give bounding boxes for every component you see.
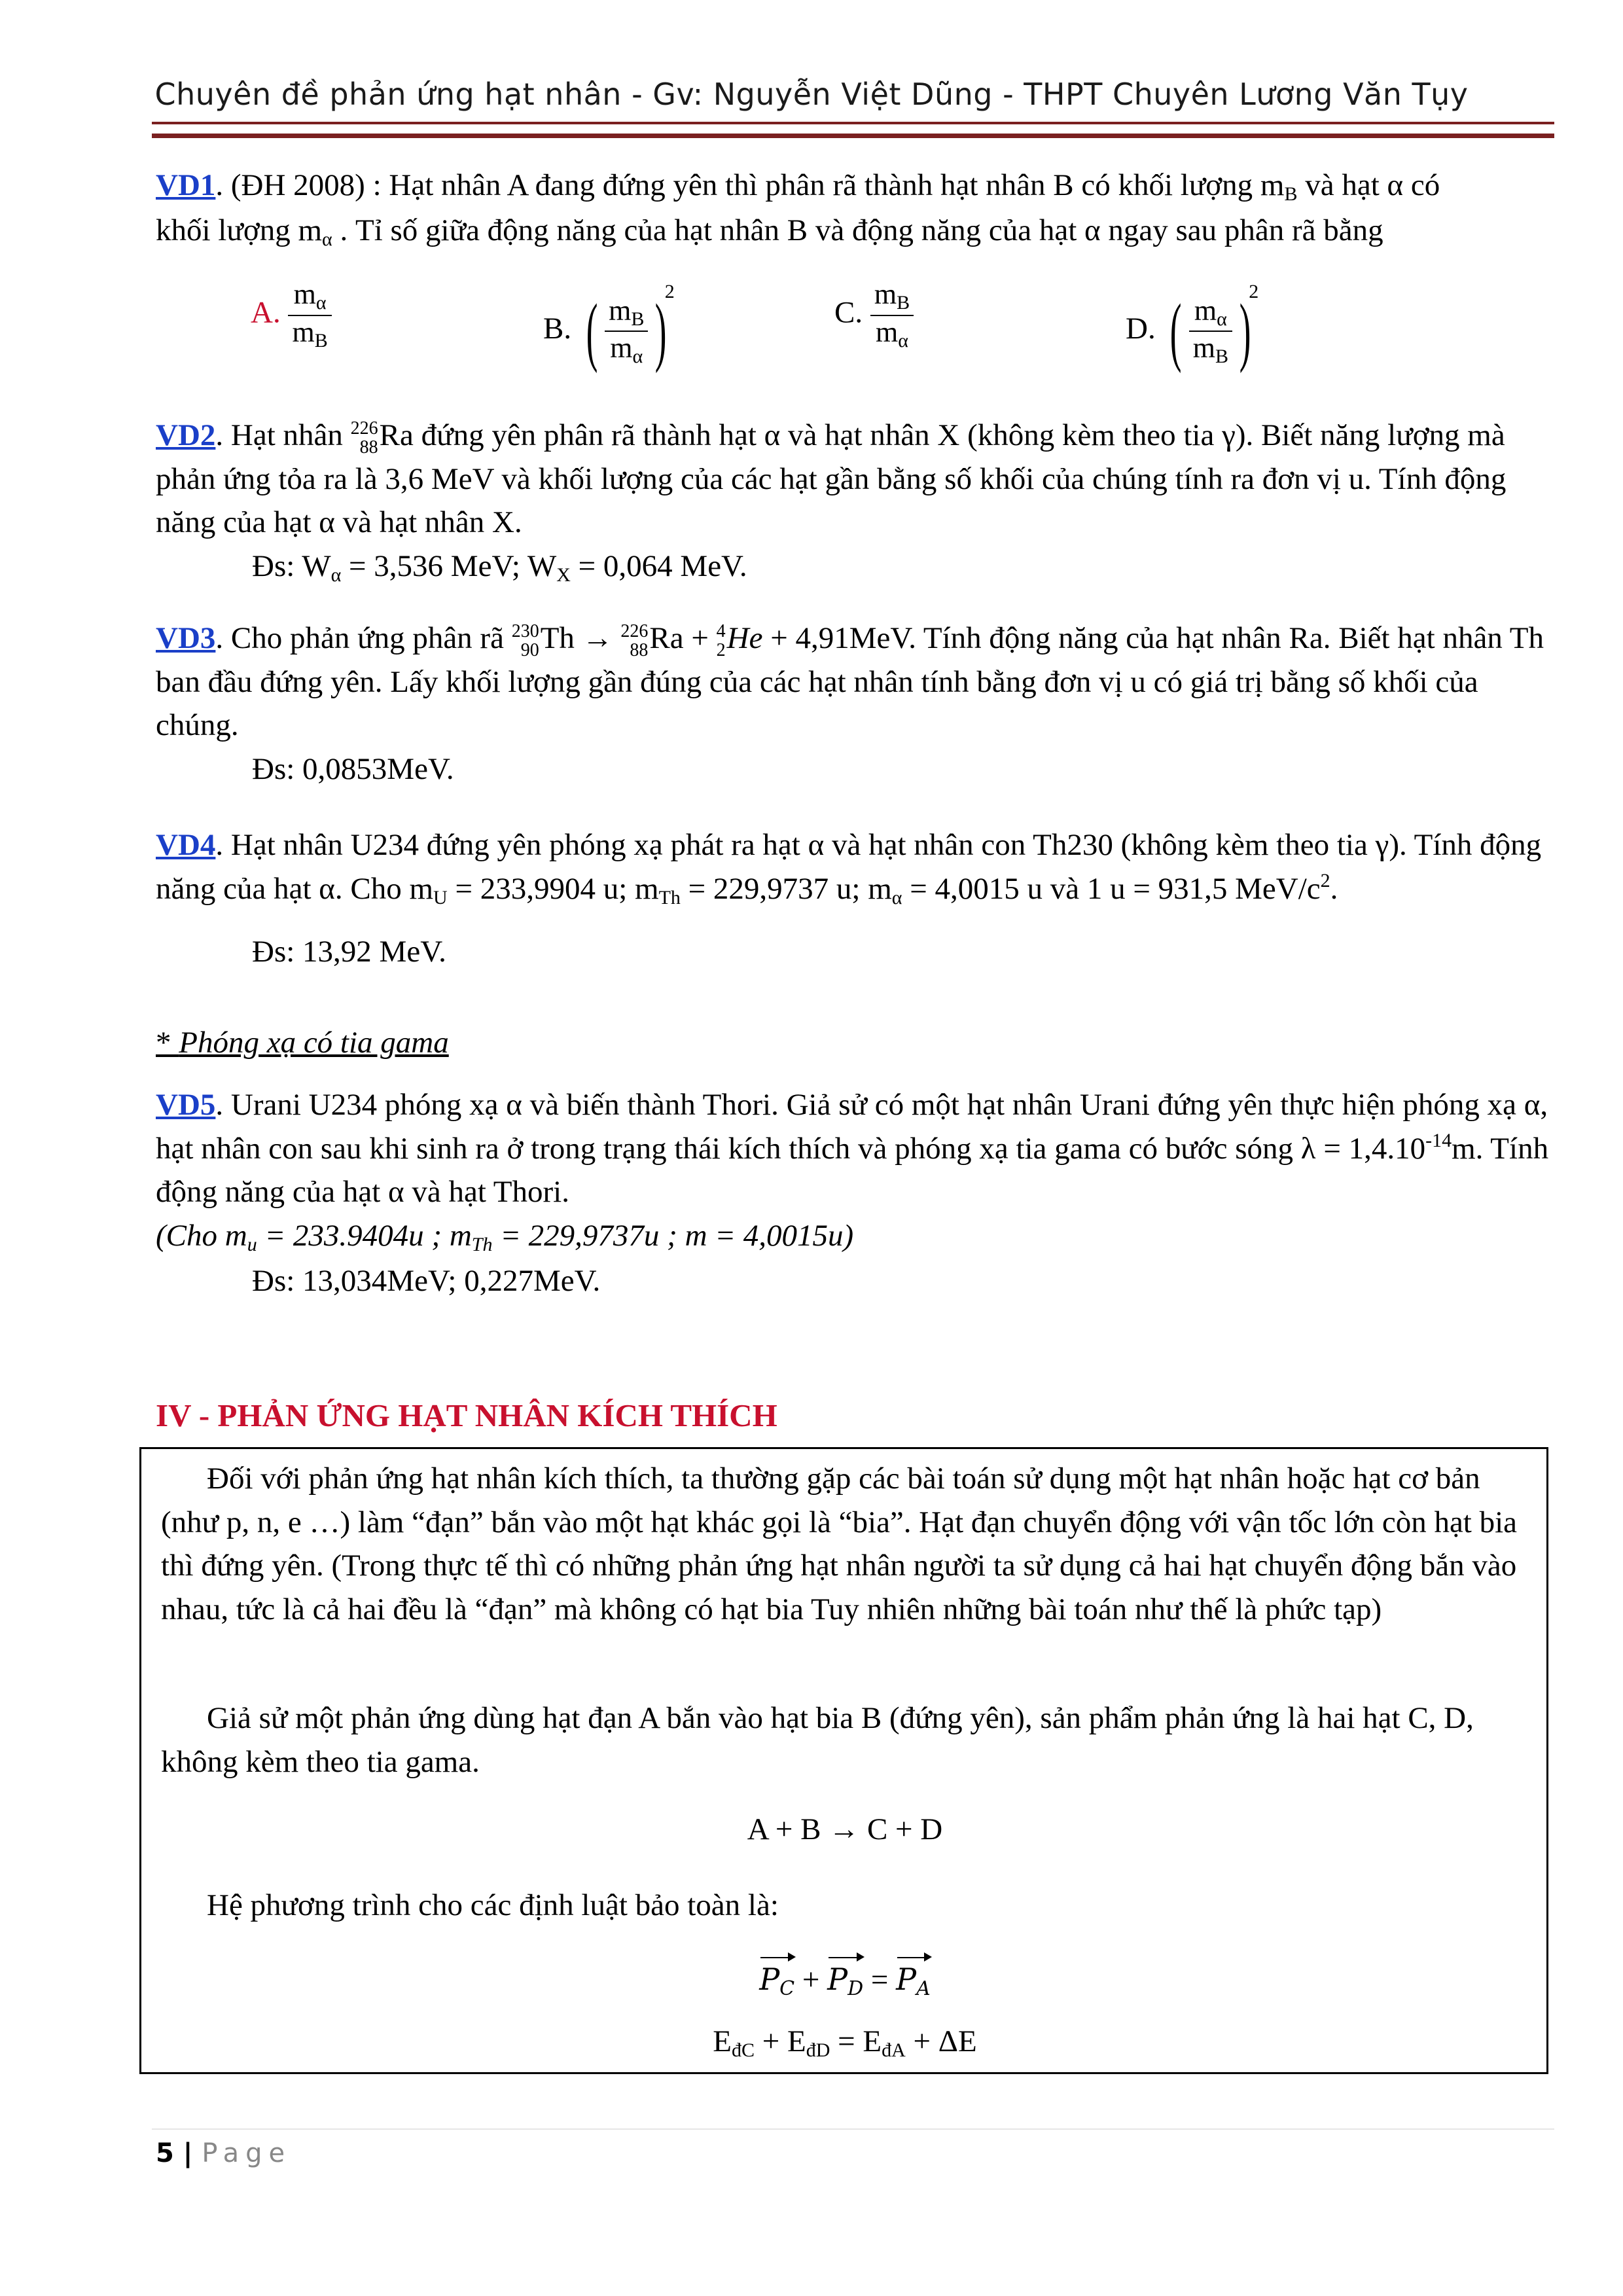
vd2-text1: . Hạt nhân: [215, 418, 351, 452]
vd1-text2: và hạt α có: [1297, 168, 1440, 202]
footer-divider: [152, 2128, 1554, 2130]
vd4-answer: Đs: 13,92 MeV.: [252, 935, 446, 969]
vd5-given: (Cho $m_u = 233.9404u$ ; $m_{Th} = 229,9737u$ ; m = 4,0015u): [156, 1219, 854, 1256]
ra-nuclide-2: 226 88: [620, 620, 649, 661]
box-paragraph-2: Giả sử một phản ứng dùng hạt đạn A bắn vào hạt bia B (đứng yên), sản phẩm phản ứng là hai hạt C, D, không kèm theo tia gama.: [161, 1701, 1474, 1779]
vd3-question: VD3. Cho phản ứng phân rã 230 90 Th → 226 88 Ra + 4 2 He + 4,91MeV. Tính động năng của hạt nhân Ra. Biết hạt nhân Th ban đầu đứng yên. Lấy khối lượng gần đúng của các hạt nhân tính bằng đơn vị u có giá trị bằng số khối của chúng. Đs: 0,0853MeV.: [156, 617, 1556, 791]
section-title: IV - PHẢN ỨNG HẠT NHÂN KÍCH THÍCH: [156, 1397, 777, 1433]
vd1-sub-b: B: [1284, 183, 1298, 205]
vd5-question: VD5. Urani U234 phóng xạ α và biến thành Thori. Giả sử có một hạt nhân Urani đứng yên thực hiện phóng xạ α, hạt nhân con sau khi sinh ra ở trong trạng thái kích thích và phóng xạ tia gama có bước sóng $\lambda = 1,4.10^{-14}m$. Tính động năng của hạt α và hạt Thori. (Cho $m_u = 233.9404u$ ; $m_{Th} = 229,9737u$ ; m = 4,0015u) Đs: 13,034MeV; 0,227MeV.: [156, 1083, 1556, 1303]
vd1-question: [156, 164, 1556, 253]
vd1-option-a[interactable]: [251, 278, 332, 383]
arrow-icon: →: [574, 621, 621, 655]
fraction-b: $\frac{m_B}{m_\alpha}$: [605, 295, 648, 368]
vd5-label[interactable]: VD5: [156, 1088, 216, 1122]
vd1-label[interactable]: VD1: [156, 168, 216, 202]
vd3-label[interactable]: VD3: [156, 621, 216, 655]
fraction-a: $\frac{m_\alpha}{m_B}$: [288, 278, 331, 352]
vd4-label[interactable]: VD4: [156, 828, 216, 862]
fraction-c: $\frac{m_B}{m_\alpha}$: [870, 278, 914, 352]
vd1-sub-alpha: α: [322, 228, 332, 250]
reaction-equation: A + B → C + D: [747, 1812, 943, 1846]
option-c-label: C.: [834, 295, 863, 330]
page-number: 5: [156, 2138, 174, 2168]
vd2-label[interactable]: VD2: [156, 418, 216, 452]
momentum-equation: $P_C + P_D = P_A$: [161, 1958, 1529, 2003]
vd2-text2: đứng yên phân rã thành hạt α và hạt nhân X (không kèm theo tia γ). Biết năng lượng mà phản ứng tỏa ra là 3,6 MeV và khối lượng của các hạt gần bằng số khối của chúng tính ra đơn vị u. Tính động năng của hạt α và hạt nhân X.: [156, 418, 1507, 540]
vd1-text4: . Tỉ số giữa động năng của hạt nhân B và động năng của hạt α ngay sau phân rã bằng: [332, 213, 1383, 247]
ra-nuclide: 226 88: [350, 418, 378, 458]
fraction-d: $\frac{m_\alpha}{m_B}$: [1189, 295, 1232, 368]
option-a-label: A.: [251, 295, 281, 330]
vd3-answer: Đs: 0,0853MeV.: [252, 752, 454, 787]
page-header: Chuyên đề phản ứng hạt nhân - Gv: Nguyễn Việt Dũng - THPT Chuyên Lương Văn Tụy: [154, 77, 1469, 112]
vd1-text3: khối lượng m: [156, 213, 323, 247]
vd1-option-d[interactable]: D. ( $\frac{m_\alpha}{m_B}$ )2: [1126, 281, 1259, 374]
vd3-text2: + 4,91MeV. Tính động năng của hạt nhân Ra. Biết hạt nhân Th ban đầu đứng yên. Lấy khối lượng gần đúng của các hạt nhân tính bằng đơn vị u có giá trị bằng số khối của chúng.: [156, 621, 1544, 743]
page-word: Page: [202, 2138, 292, 2168]
ra-symbol: Ra: [379, 418, 414, 452]
option-b-label: B.: [543, 312, 572, 346]
vd2-answer: Đs: $W_\alpha = 3,536$ MeV; $W_X = 0,064$ MeV.: [252, 549, 747, 586]
theory-box: [139, 1447, 1548, 2074]
vd2-question: [156, 414, 1556, 590]
option-d-label: D.: [1126, 312, 1156, 346]
energy-equation: $E_{đC} + E_{đD} = E_{đA} + \Delta E$: [713, 2024, 977, 2061]
header-divider: [152, 122, 1554, 138]
vd5-answer: Đs: 13,034MeV; 0,227MeV.: [252, 1263, 601, 1298]
vd3-text1: . Cho phản ứng phân rã: [215, 621, 512, 655]
vd1-text: . (ĐH 2008) : Hạt nhân A đang đứng yên thì phân rã thành hạt nhân B có khối lượng m: [215, 168, 1285, 202]
gamma-heading: * Phóng xạ có tia gama: [156, 1026, 449, 1060]
vd4-question: VD4. Hạt nhân U234 đứng yên phóng xạ phát ra hạt α và hạt nhân con Th230 (không kèm theo tia γ). Tính động năng của hạt α. Cho $m_U = 233,9904$ u; $m_{Th} = 229,9737$ u; $m_\alpha = 4,0015$ u và 1 u = 931,5 MeV/$c^2$. Đs: 13,92 MeV.: [156, 823, 1556, 974]
page-footer: 5 | Page: [156, 2138, 292, 2168]
th-nuclide: 230 90: [511, 620, 539, 661]
he-nuclide: 4 2: [716, 620, 726, 661]
vd1-option-b[interactable]: B. ( $\frac{m_B}{m_\alpha}$ )2: [543, 281, 675, 374]
box-paragraph-3: Hệ phương trình cho các định luật bảo toàn là:: [207, 1888, 779, 1922]
box-paragraph-1: Đối với phản ứng hạt nhân kích thích, ta thường gặp các bài toán sử dụng một hạt nhân hoặc hạt cơ bản (như p, n, e …) làm “đạn” bắn vào một hạt khác gọi là “bia”. Hạt đạn chuyển động với vận tốc lớn còn hạt bia thì đứng yên. (Trong thực tế thì có những phản ứng hạt nhân người ta sử dụng cả hai hạt chuyển động bắn vào nhau, tức là cả hai đều là “đạn” mà không có hạt bia Tuy nhiên những bài toán như thế là phức tạp): [161, 1462, 1518, 1627]
vd1-option-c[interactable]: [834, 278, 914, 383]
